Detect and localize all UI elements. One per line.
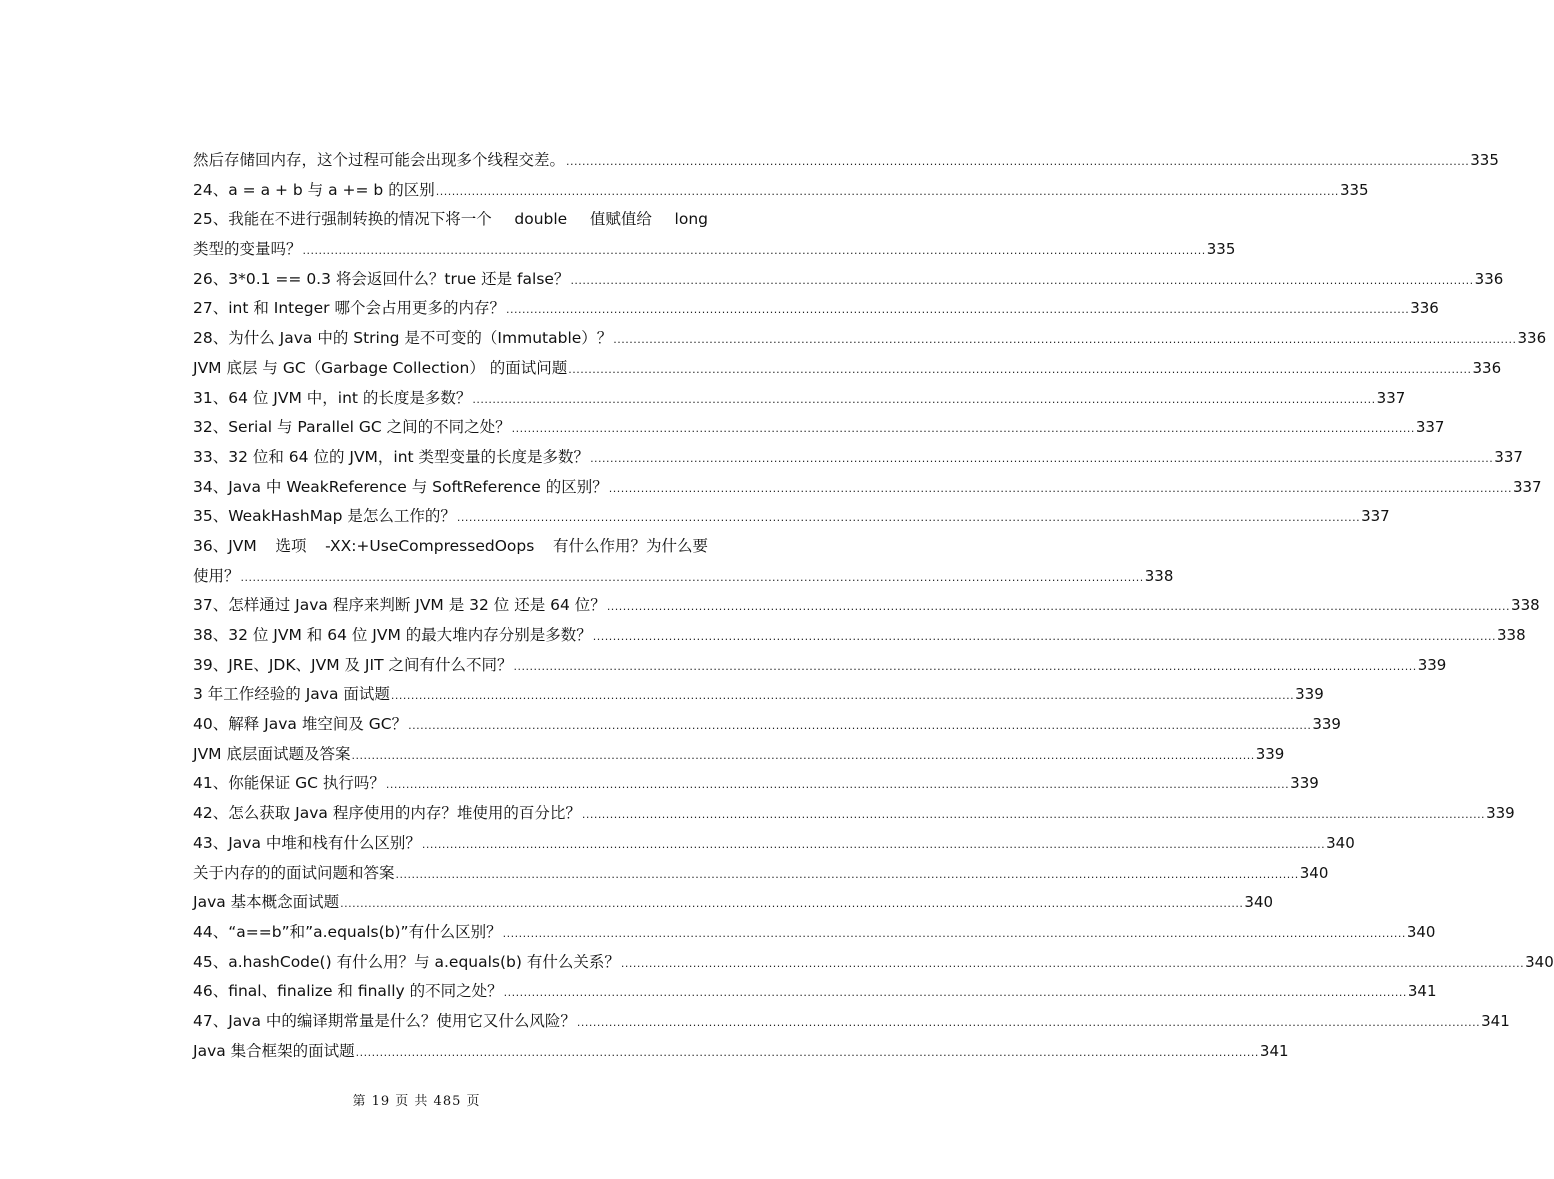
dot-leader bbox=[613, 325, 1516, 355]
dot-leader bbox=[396, 860, 1299, 890]
toc-entry[interactable] bbox=[193, 265, 1504, 295]
toc-entry[interactable] bbox=[193, 680, 1324, 710]
dot-leader bbox=[351, 741, 1254, 771]
toc-page-number: 336 bbox=[1410, 299, 1439, 318]
dot-leader bbox=[436, 177, 1339, 207]
toc-entry[interactable] bbox=[193, 710, 1341, 740]
toc-entry-title: 使用？ bbox=[193, 566, 240, 585]
dot-leader bbox=[408, 711, 1311, 741]
toc-entry-title: 34、Java 中 WeakReference 与 SoftReference 的区别？ bbox=[193, 477, 608, 496]
toc-entry[interactable] bbox=[193, 769, 1319, 799]
toc-entry-title: 31、64 位 JVM 中，int 的长度是多数？ bbox=[193, 388, 472, 407]
toc-entry-title: 36、JVM 选项 -XX:+UseCompressedOops 有什么作用？为什么要 bbox=[193, 536, 708, 555]
toc-entry-title: 35、WeakHashMap 是怎么工作的？ bbox=[193, 507, 456, 526]
toc-page-number: 340 bbox=[1244, 893, 1274, 912]
toc-entry-title: 39、JRE、JDK、JVM 及 JIT 之间有什么不同？ bbox=[193, 655, 513, 674]
dot-leader bbox=[590, 444, 1493, 474]
toc-page-number: 341 bbox=[1259, 1041, 1289, 1060]
toc-entry-title: 33、32 位和 64 位的 JVM，int 类型变量的长度是多数？ bbox=[193, 447, 590, 466]
table-of-contents bbox=[193, 146, 1554, 1066]
toc-entry-title: JVM 底层 与 GC（Garbage Collection） 的面试问题 bbox=[193, 358, 568, 377]
toc-entry[interactable] bbox=[193, 176, 1369, 206]
toc-page-number: 339 bbox=[1312, 715, 1341, 734]
toc-page-number: 337 bbox=[1512, 477, 1542, 496]
toc-entry-title: 44、“a==b”和”a.equals(b)”有什么区别？ bbox=[193, 922, 502, 941]
dot-leader bbox=[356, 1038, 1259, 1068]
toc-entry-title: 24、a = a + b 与 a += b 的区别 bbox=[193, 180, 435, 199]
toc-entry-title: 40、解释 Java 堆空间及 GC？ bbox=[193, 715, 408, 734]
toc-page-number: 336 bbox=[1517, 329, 1547, 348]
toc-page-number: 335 bbox=[1339, 180, 1369, 199]
toc-page-number: 340 bbox=[1326, 833, 1355, 852]
dot-leader bbox=[566, 147, 1469, 177]
dot-leader bbox=[391, 681, 1294, 711]
toc-entry[interactable] bbox=[193, 799, 1515, 829]
toc-entry-title: 28、为什么 Java 中的 String 是不可变的（Immutable）？ bbox=[193, 329, 613, 348]
toc-page-number: 340 bbox=[1406, 922, 1436, 941]
dot-leader bbox=[512, 414, 1415, 444]
toc-entry-title: 38、32 位 JVM 和 64 位 JVM 的最大堆内存分别是多数？ bbox=[193, 626, 592, 644]
toc-entry-title: 3 年工作经验的 Java 面试题 bbox=[193, 685, 390, 704]
toc-entry-title: 25、我能在不进行强制转换的情况下将一个 double 值赋值给 long bbox=[193, 210, 708, 229]
toc-entry-title: 43、Java 中堆和栈有什么区别？ bbox=[193, 833, 421, 852]
toc-entry-title: 27、int 和 Integer 哪个会占用更多的内存？ bbox=[193, 299, 505, 318]
toc-entry-title: 32、Serial 与 Parallel GC 之间的不同之处？ bbox=[193, 418, 511, 437]
toc-entry-title: JVM 底层面试题及答案 bbox=[193, 744, 351, 763]
dot-leader bbox=[609, 474, 1512, 504]
toc-page-number: 340 bbox=[1299, 863, 1329, 882]
toc-page-number: 340 bbox=[1525, 952, 1554, 971]
toc-entry-title: 类型的变量吗？ bbox=[193, 240, 302, 259]
toc-entry[interactable] bbox=[193, 591, 1540, 621]
toc-entry[interactable] bbox=[193, 502, 1390, 532]
toc-page-number: 339 bbox=[1417, 655, 1447, 674]
toc-entry[interactable] bbox=[193, 443, 1523, 473]
toc-entry-title: 41、你能保证 GC 执行吗？ bbox=[193, 774, 385, 793]
toc-entry[interactable] bbox=[193, 235, 1236, 265]
toc-entry[interactable] bbox=[193, 651, 1447, 681]
dot-leader bbox=[582, 800, 1485, 830]
toc-page-number: 341 bbox=[1407, 982, 1437, 1001]
dot-leader bbox=[457, 503, 1360, 533]
toc-page-number: 337 bbox=[1415, 418, 1445, 437]
dot-leader bbox=[422, 830, 1325, 860]
dot-leader bbox=[503, 919, 1406, 949]
toc-entry[interactable] bbox=[193, 621, 1526, 651]
toc-entry[interactable] bbox=[193, 354, 1502, 384]
toc-entry[interactable] bbox=[193, 205, 708, 235]
toc-page-number: 336 bbox=[1474, 269, 1504, 288]
dot-leader bbox=[386, 770, 1289, 800]
toc-page-number: 339 bbox=[1486, 804, 1515, 823]
toc-entry-title: 42、怎么获取 Java 程序使用的内存？堆使用的百分比？ bbox=[193, 804, 581, 823]
page-footer: 第 19 页 共 485 页 bbox=[352, 1094, 481, 1109]
toc-entry[interactable] bbox=[193, 948, 1554, 978]
toc-entry[interactable] bbox=[193, 473, 1542, 503]
dot-leader bbox=[577, 1008, 1480, 1038]
toc-entry[interactable] bbox=[193, 1007, 1510, 1037]
dot-leader bbox=[472, 385, 1375, 415]
toc-entry-title: Java 集合框架的面试题 bbox=[193, 1041, 355, 1060]
dot-leader bbox=[568, 355, 1471, 385]
toc-entry[interactable] bbox=[193, 977, 1437, 1007]
toc-entry-title: 关于内存的的面试问题和答案 bbox=[193, 863, 395, 882]
toc-page-number: 341 bbox=[1481, 1011, 1510, 1030]
toc-entry-title: 26、3*0.1 == 0.3 将会返回什么？true 还是 false？ bbox=[193, 269, 570, 288]
toc-entry[interactable] bbox=[193, 562, 1174, 592]
toc-entry-title: 47、Java 中的编译期常量是什么？使用它又什么风险？ bbox=[193, 1011, 576, 1030]
toc-page-number: 337 bbox=[1376, 388, 1406, 407]
toc-entry[interactable] bbox=[193, 859, 1329, 889]
toc-entry-title: 然后存储回内存，这个过程可能会出现多个线程交差。 bbox=[193, 151, 566, 169]
toc-page-number: 338 bbox=[1497, 626, 1526, 644]
toc-entry[interactable] bbox=[193, 384, 1406, 414]
toc-page-number: 338 bbox=[1144, 566, 1174, 585]
toc-entry[interactable] bbox=[193, 829, 1355, 859]
dot-leader bbox=[504, 978, 1407, 1008]
toc-entry[interactable] bbox=[193, 532, 708, 562]
toc-entry[interactable] bbox=[193, 1037, 1289, 1067]
toc-entry-title: 45、a.hashCode() 有什么用？与 a.equals(b) 有什么关系？ bbox=[193, 952, 620, 971]
dot-leader bbox=[303, 236, 1206, 266]
toc-page-number: 339 bbox=[1255, 744, 1285, 763]
dot-leader bbox=[570, 266, 1473, 296]
toc-entry-title: 46、final、finalize 和 finally 的不同之处？ bbox=[193, 982, 503, 1001]
toc-entry-title: Java 基本概念面试题 bbox=[193, 893, 340, 912]
toc-page-number: 338 bbox=[1511, 596, 1540, 615]
toc-entry[interactable] bbox=[193, 740, 1285, 770]
dot-leader bbox=[513, 652, 1416, 682]
toc-entry[interactable] bbox=[193, 324, 1547, 354]
toc-page-number: 339 bbox=[1295, 685, 1324, 704]
toc-page-number: 336 bbox=[1472, 358, 1502, 377]
toc-page-number: 337 bbox=[1494, 447, 1523, 466]
dot-leader bbox=[607, 592, 1510, 622]
toc-entry-title: 37、怎样通过 Java 程序来判断 JVM 是 32 位 还是 64 位？ bbox=[193, 596, 606, 615]
toc-entry[interactable] bbox=[193, 294, 1439, 324]
toc-entry[interactable] bbox=[193, 413, 1445, 443]
toc-page-number: 335 bbox=[1206, 240, 1236, 259]
toc-page-number: 339 bbox=[1290, 774, 1319, 793]
toc-entry[interactable] bbox=[193, 888, 1274, 918]
toc-page-number: 335 bbox=[1470, 151, 1499, 169]
dot-leader bbox=[593, 622, 1496, 652]
toc-entry[interactable] bbox=[193, 146, 1499, 176]
toc-entry[interactable] bbox=[193, 918, 1436, 948]
dot-leader bbox=[506, 295, 1409, 325]
dot-leader bbox=[241, 563, 1144, 593]
dot-leader bbox=[621, 949, 1524, 979]
dot-leader bbox=[340, 889, 1243, 919]
toc-page-number: 337 bbox=[1361, 507, 1390, 526]
